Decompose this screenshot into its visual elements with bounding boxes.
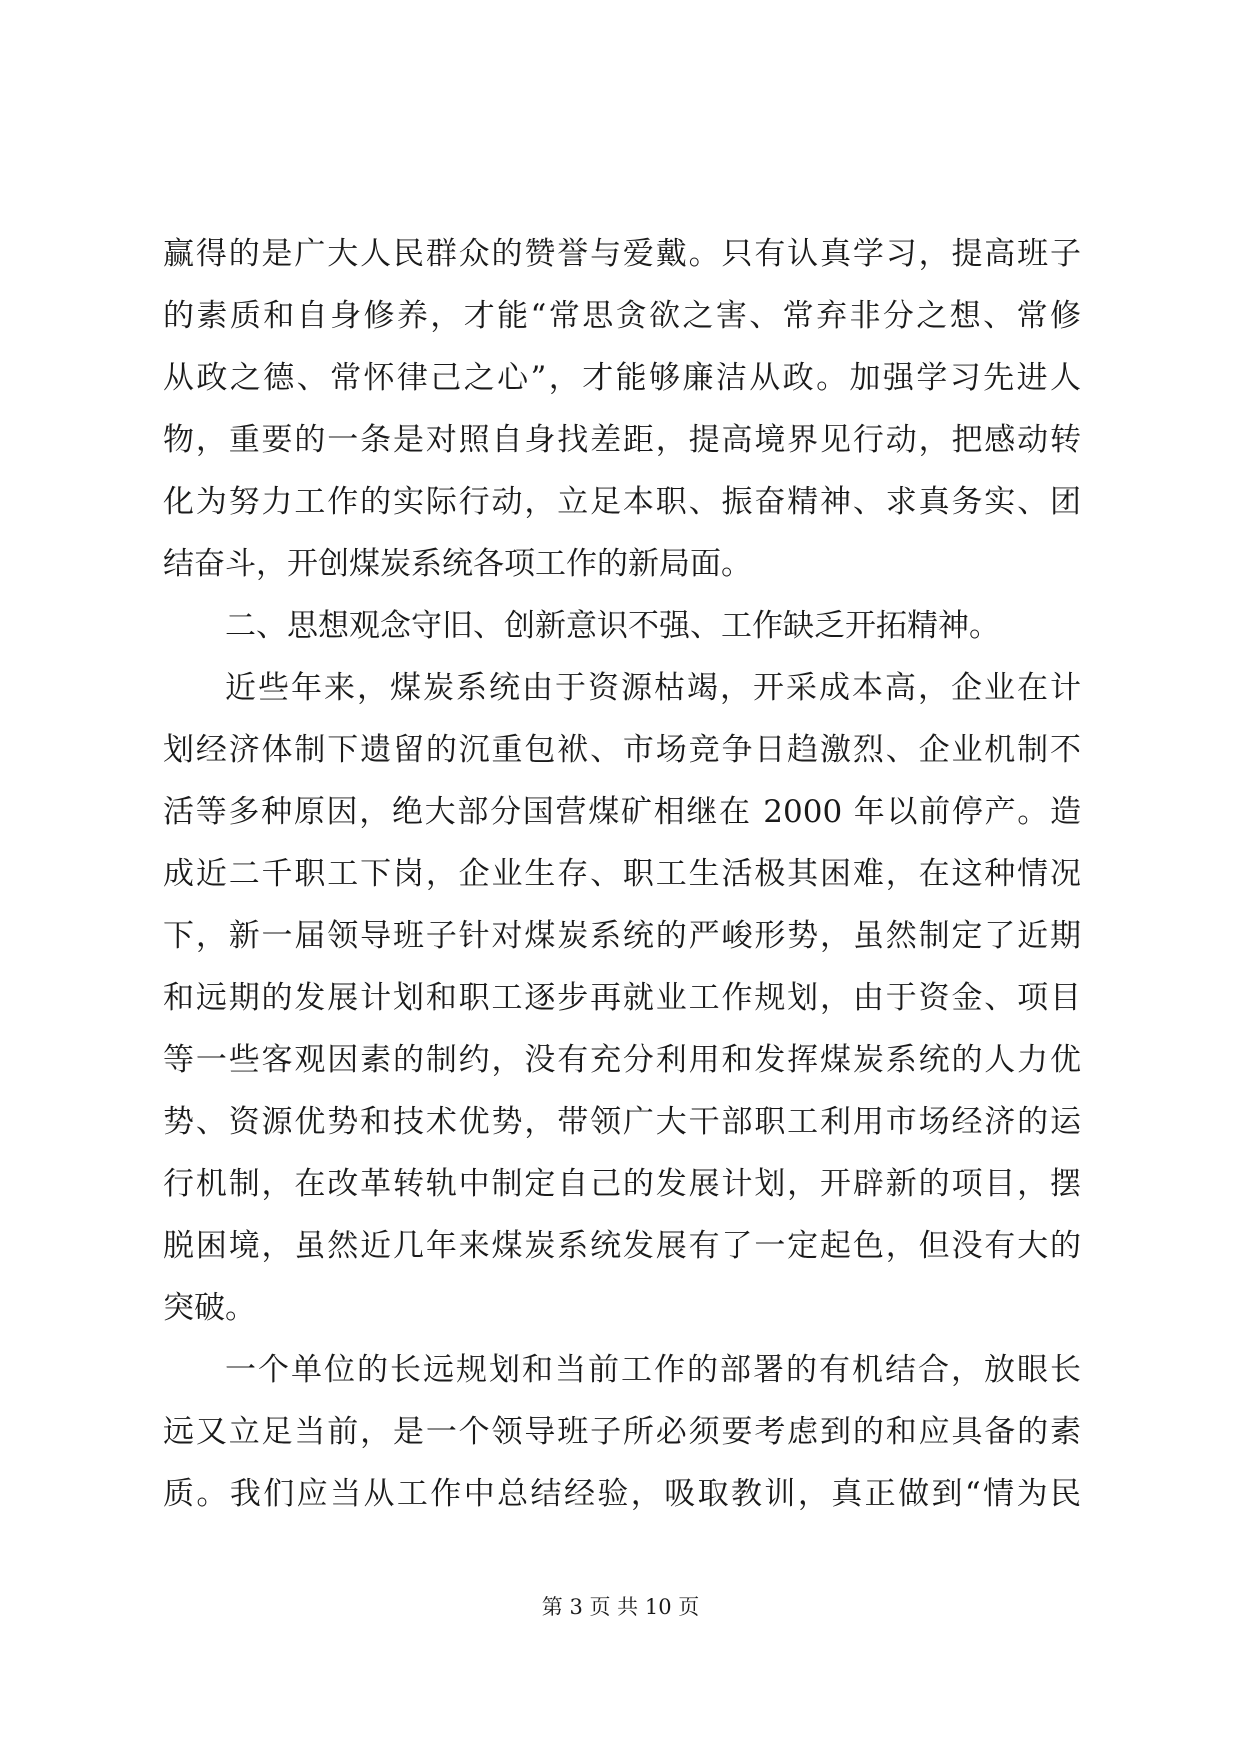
- text-line: 结奋斗，开创煤炭系统各项工作的新局面。: [163, 546, 752, 582]
- page-number-footer: 第 3 页 共 10 页: [541, 1595, 700, 1619]
- text-line: 势、资源优势和技术优势，带领广大干部职工利用市场经济的运: [163, 1104, 1081, 1140]
- text-line: 物，重要的一条是对照自身找差距，提高境界见行动，把感动转: [163, 422, 1081, 458]
- text-line: 突破。: [163, 1290, 256, 1326]
- text-line: 脱困境，虽然近几年来煤炭系统发展有了一定起色，但没有大的: [163, 1228, 1081, 1264]
- text-line: 质。我们应当从工作中总结经验，吸取教训，真正做到“情为民: [163, 1476, 1081, 1512]
- text-line: 划经济体制下遗留的沉重包袱、市场竞争日趋激烈、企业机制不: [163, 732, 1081, 768]
- text-line: 赢得的是广大人民群众的赞誉与爱戴。只有认真学习，提高班子: [163, 236, 1081, 272]
- text-line: 下，新一届领导班子针对煤炭系统的严峻形势，虽然制定了近期: [163, 918, 1081, 954]
- text-line: 成近二千职工下岗，企业生存、职工生活极其困难，在这种情况: [163, 856, 1081, 892]
- text-line: 和远期的发展计划和职工逐步再就业工作规划，由于资金、项目: [163, 980, 1081, 1016]
- section-heading: 二、思想观念守旧、创新意识不强、工作缺乏开拓精神。: [225, 608, 1000, 644]
- text-line: 的素质和自身修养，才能“常思贪欲之害、常弃非分之想、常修: [163, 298, 1081, 334]
- text-line: 化为努力工作的实际行动，立足本职、振奋精神、求真务实、团: [163, 484, 1081, 520]
- text-line: 活等多种原因，绝大部分国营煤矿相继在 2000 年以前停产。造: [163, 794, 1081, 830]
- text-line: 近些年来，煤炭系统由于资源枯竭，开采成本高，企业在计: [225, 670, 1081, 706]
- text-line: 行机制，在改革转轨中制定自己的发展计划，开辟新的项目，摆: [163, 1166, 1081, 1202]
- body-text: [163, 223, 1081, 1525]
- text-line: 等一些客观因素的制约，没有充分利用和发挥煤炭系统的人力优: [163, 1042, 1081, 1078]
- text-line: 从政之德、常怀律己之心”，才能够廉洁从政。加强学习先进人: [163, 360, 1081, 396]
- text-line: 一个单位的长远规划和当前工作的部署的有机结合，放眼长: [225, 1352, 1081, 1388]
- text-line: 远又立足当前，是一个领导班子所必须要考虑到的和应具备的素: [163, 1414, 1081, 1450]
